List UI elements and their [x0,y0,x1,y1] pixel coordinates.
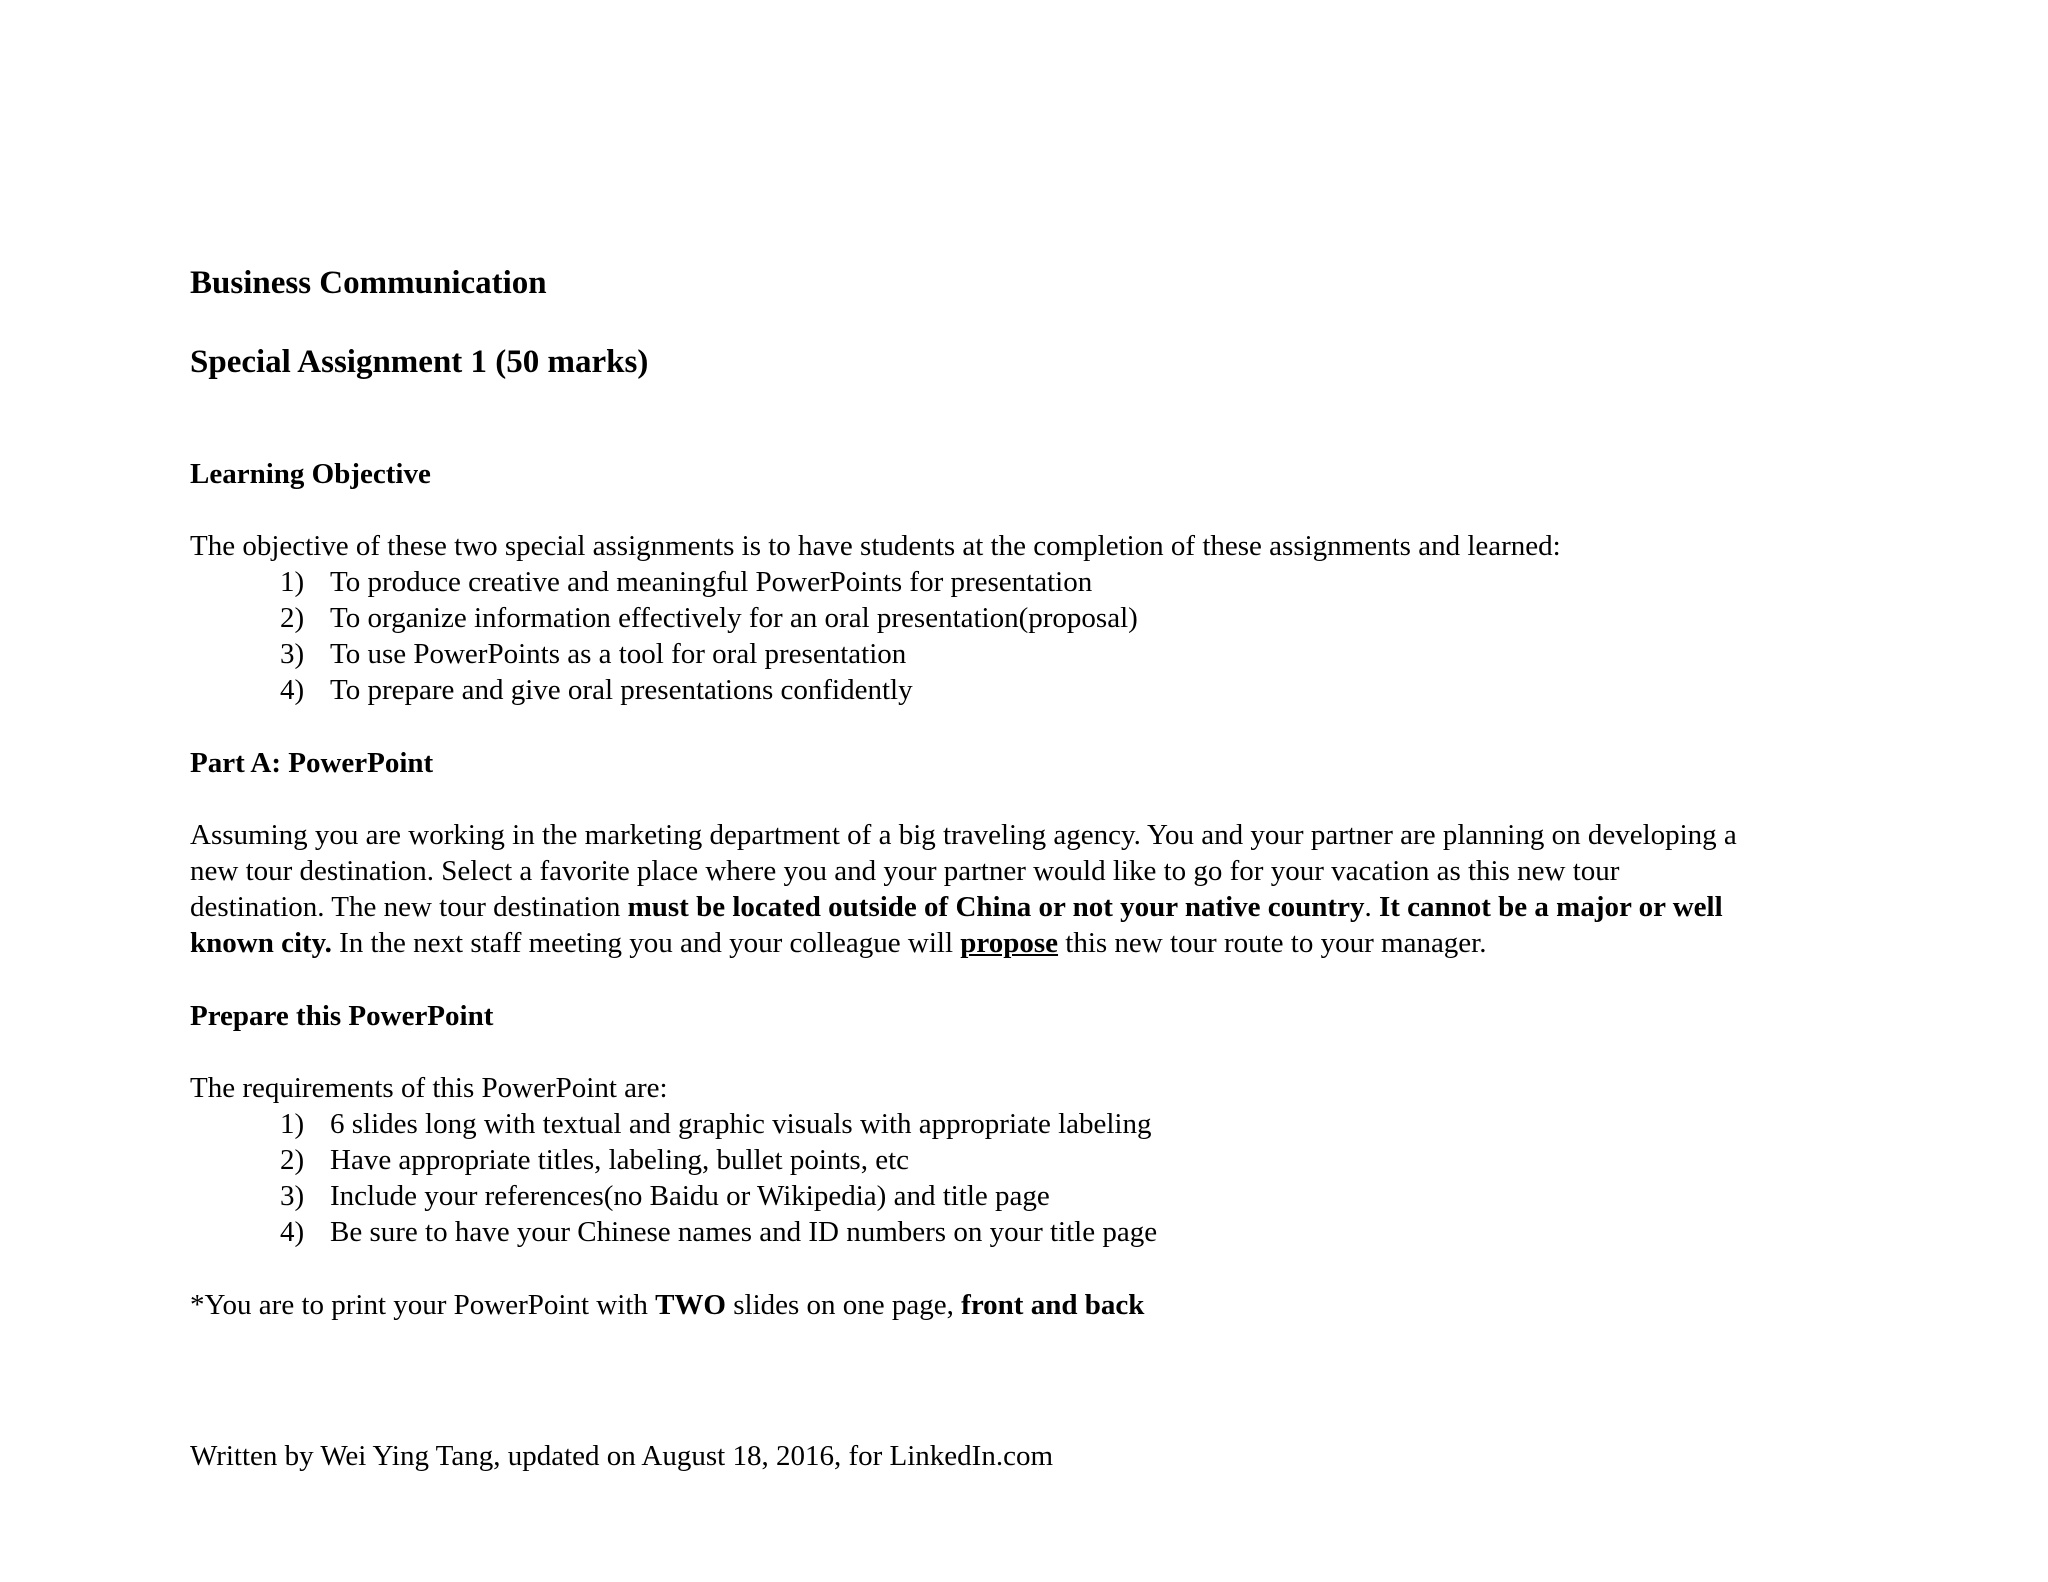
list-item: 2) To organize information effectively for an oral presentation(proposal) [280,602,1138,634]
learning-objective-list [280,564,1138,708]
list-item: 3) To use PowerPoints as a tool for oral presentation [280,638,907,670]
list-item: 1) 6 slides long with textual and graphic visuals with appropriate labeling [280,1108,1152,1140]
list-item: 3) Include your references(no Baidu or Wikipedia) and title page [280,1180,1050,1212]
print-note: *You are to print your PowerPoint with TWO slides on one page, front and back [190,1289,1145,1321]
learning-objective-heading: Learning Objective [190,458,431,490]
requirements-list [280,1106,1157,1250]
list-item: 2) Have appropriate titles, labeling, bullet points, etc [280,1144,910,1176]
list-item: 1) To produce creative and meaningful PowerPoints for presentation [280,566,1093,598]
list-item: 4) Be sure to have your Chinese names and ID numbers on your title page [280,1216,1158,1248]
part-a-heading: Part A: PowerPoint [190,747,434,779]
learning-objective-intro: The objective of these two special assignments is to have students at the completion of these assignments and learned: [190,530,1561,562]
list-item: 4) To prepare and give oral presentations confidently [280,674,913,706]
prepare-heading: Prepare this PowerPoint [190,1000,494,1032]
part-a-paragraph: Assuming you are working in the marketing department of a big traveling agency. You and your partner are planning on developing a new tour destination. Select a favorite place where you and your partner would like to go for your vacation as this new tour destination. The new tour destination must be located outside of China or not your native country. It cannot be a major or well known city. In the next staff meeting you and your colleague will propose this new tour route to your manager. [190,819,1737,959]
footer-credit: Written by Wei Ying Tang, updated on August 18, 2016, for LinkedIn.com [190,1440,1054,1472]
prepare-intro: The requirements of this PowerPoint are: [190,1072,668,1104]
document-title: Business Communication [190,265,547,301]
document-subtitle: Special Assignment 1 (50 marks) [190,344,649,380]
